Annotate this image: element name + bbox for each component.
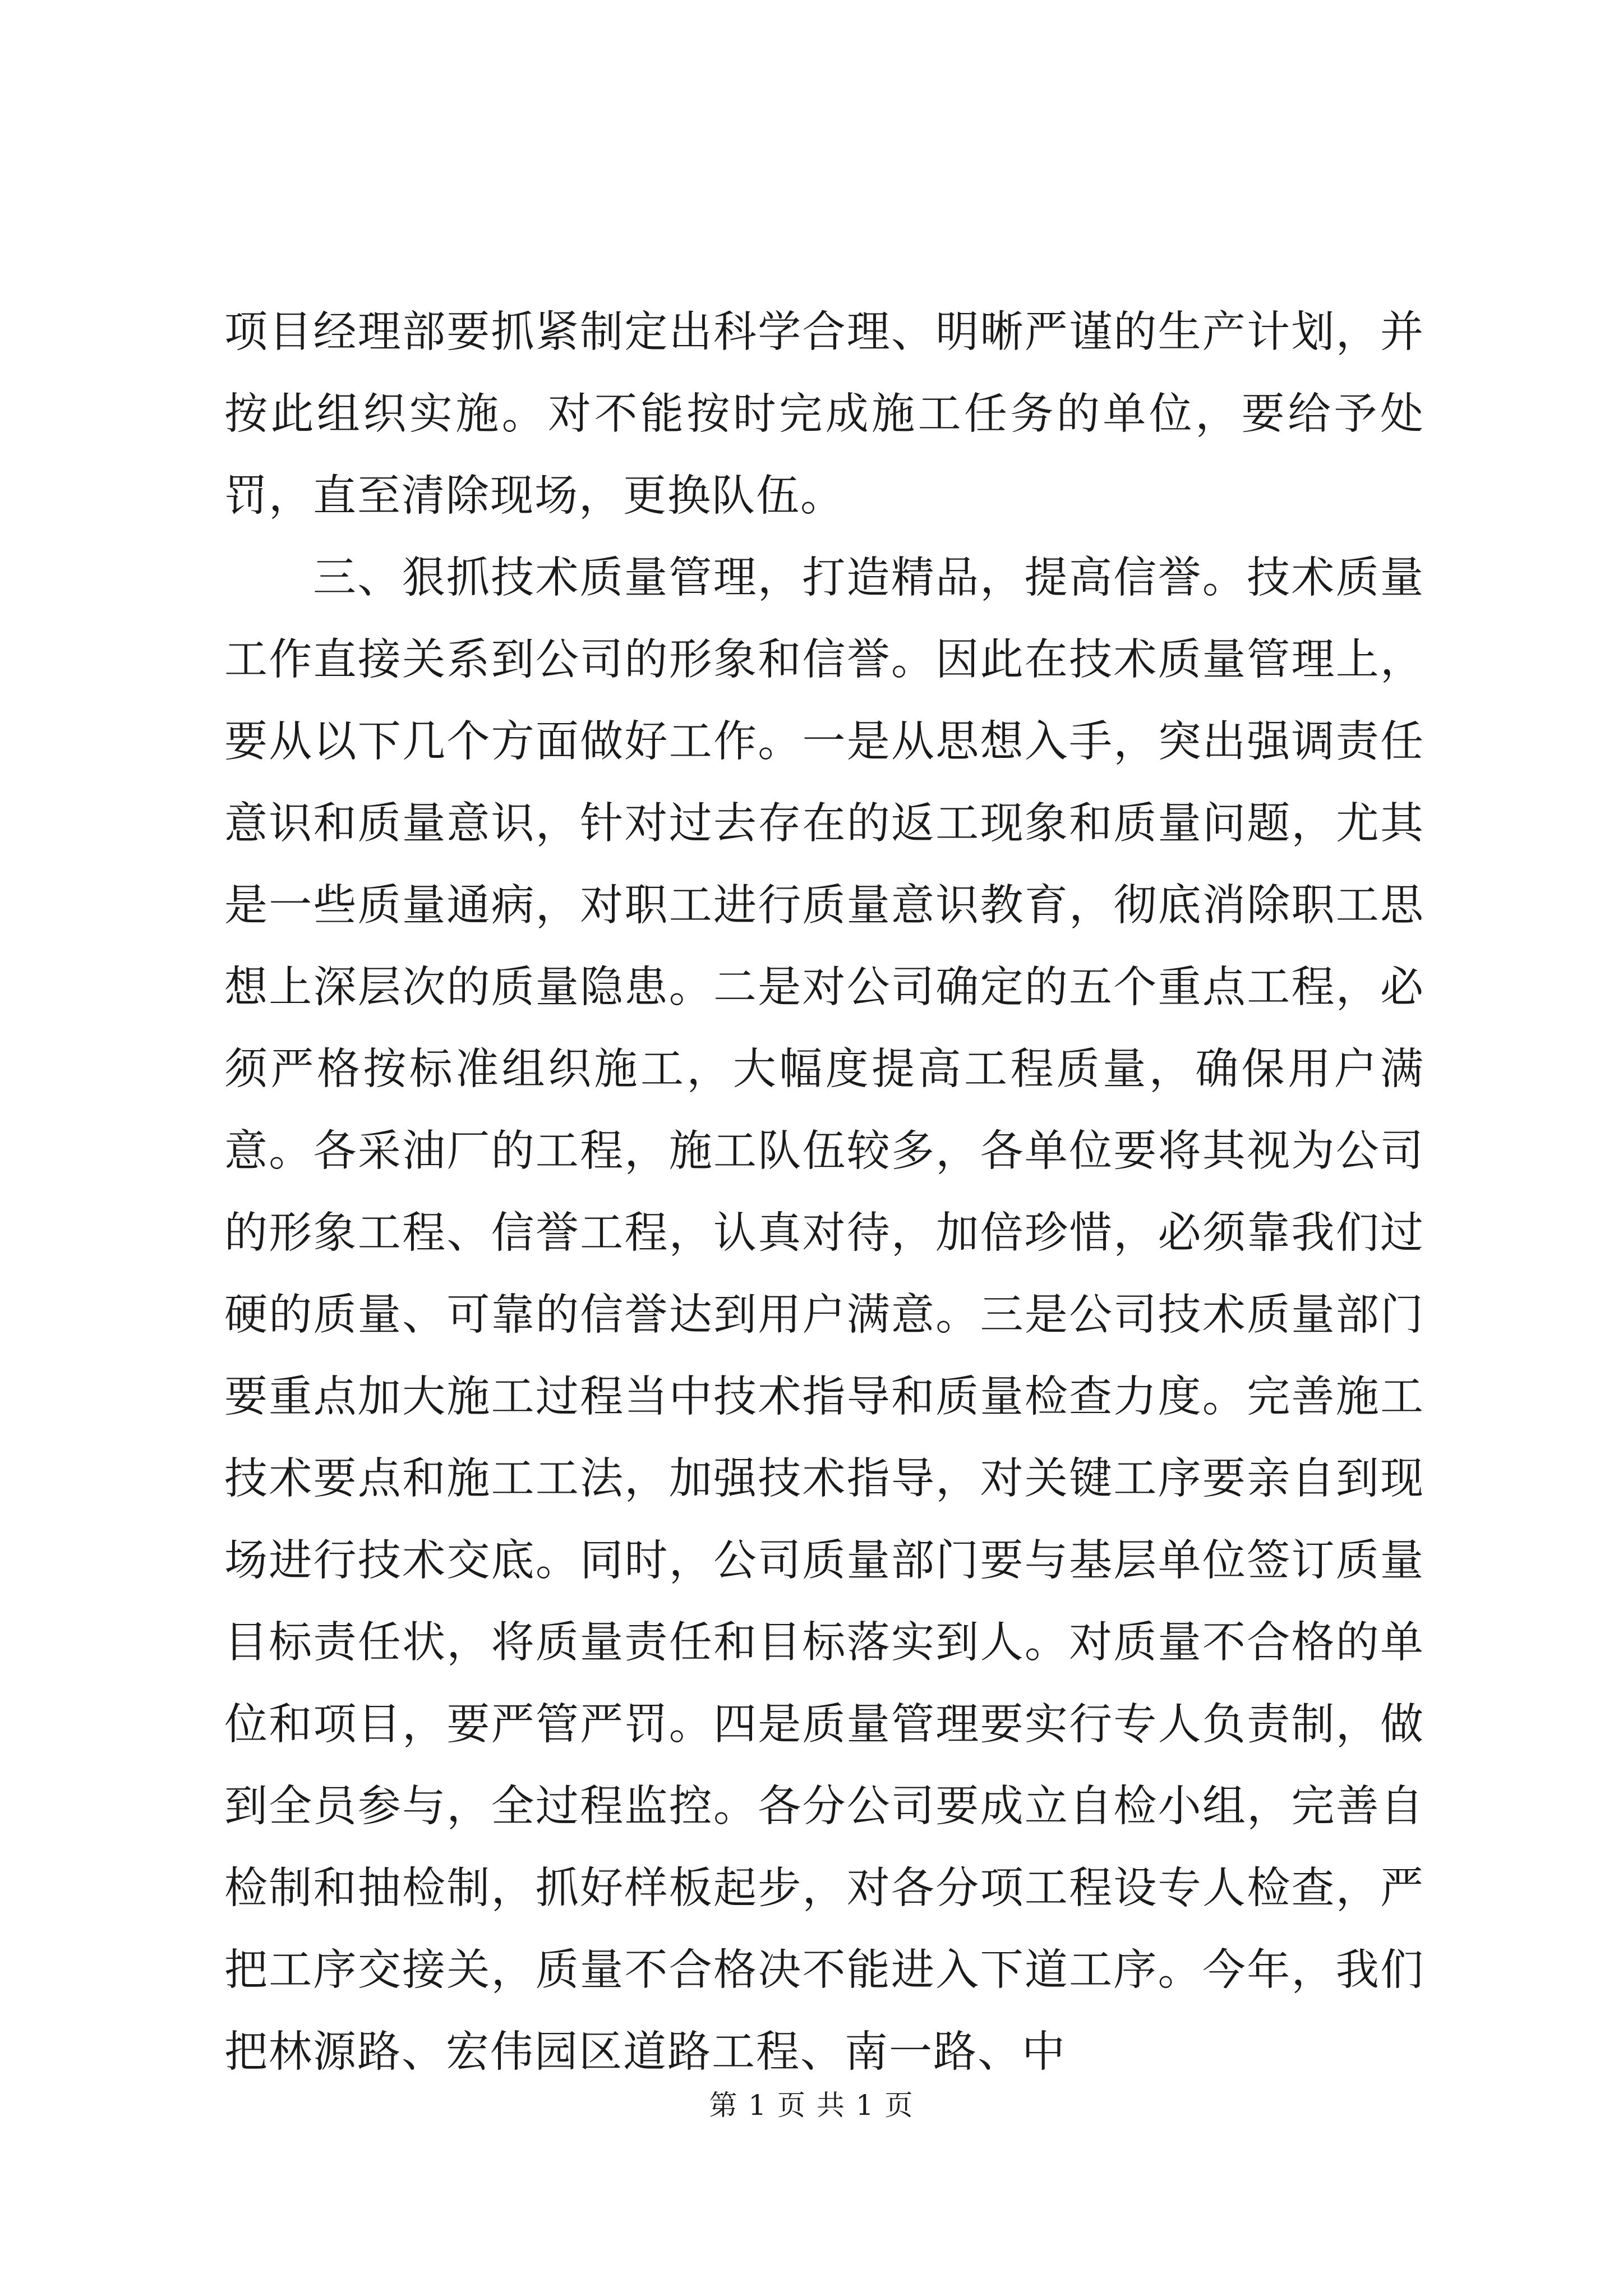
document-body xyxy=(224,292,1424,2093)
page-footer: 第 1 页 共 1 页 xyxy=(709,2089,914,2122)
paragraph-continuation: 项目经理部要抓紧制定出科学合理、明晰严谨的生产计划，并按此组织实施。对不能按时完成施工任务的单位，要给予处罚，直至清除现场，更换队伍。 xyxy=(224,307,1424,521)
paragraph-section-three: 三、狠抓技术质量管理，打造精品，提高信誉。技术质量工作直接关系到公司的形象和信誉。因此在技术质量管理上，要从以下几个方面做好工作。一是从思想入手，突出强调责任意识和质量意识，针对过去存在的返工现象和质量问题，尤其是一些质量通病，对职工进行质量意识教育，彻底消除职工思想上深层次的质量隐患。二是对公司确定的五个重点工程，必须严格按标准组织施工，大幅度提高工程质量，确保用户满意。各采油厂的工程，施工队伍较多，各单位要将其视为公司的形象工程、信誉工程，认真对待，加倍珍惜，必须靠我们过硬的质量、可靠的信誉达到用户满意。三是公司技术质量部门要重点加大施工过程当中技术指导和质量检查力度。完善施工技术要点和施工工法，加强技术指导，对关键工序要亲自到现场进行技术交底。同时，公司质量部门要与基层单位签订质量目标责任状，将质量责任和目标落实到人。对质量不合格的单位和项目，要严管严罚。四是质量管理要实行专人负责制，做到全员参与，全过程监控。各分公司要成立自检小组，完善自检制和抽检制，抓好样板起步，对各分项工程设专人检查，严把工序交接关，质量不合格决不能进入下道工序。今年，我们把林源路、宏伟园区道路工程、南一路、中 xyxy=(224,553,1424,2077)
